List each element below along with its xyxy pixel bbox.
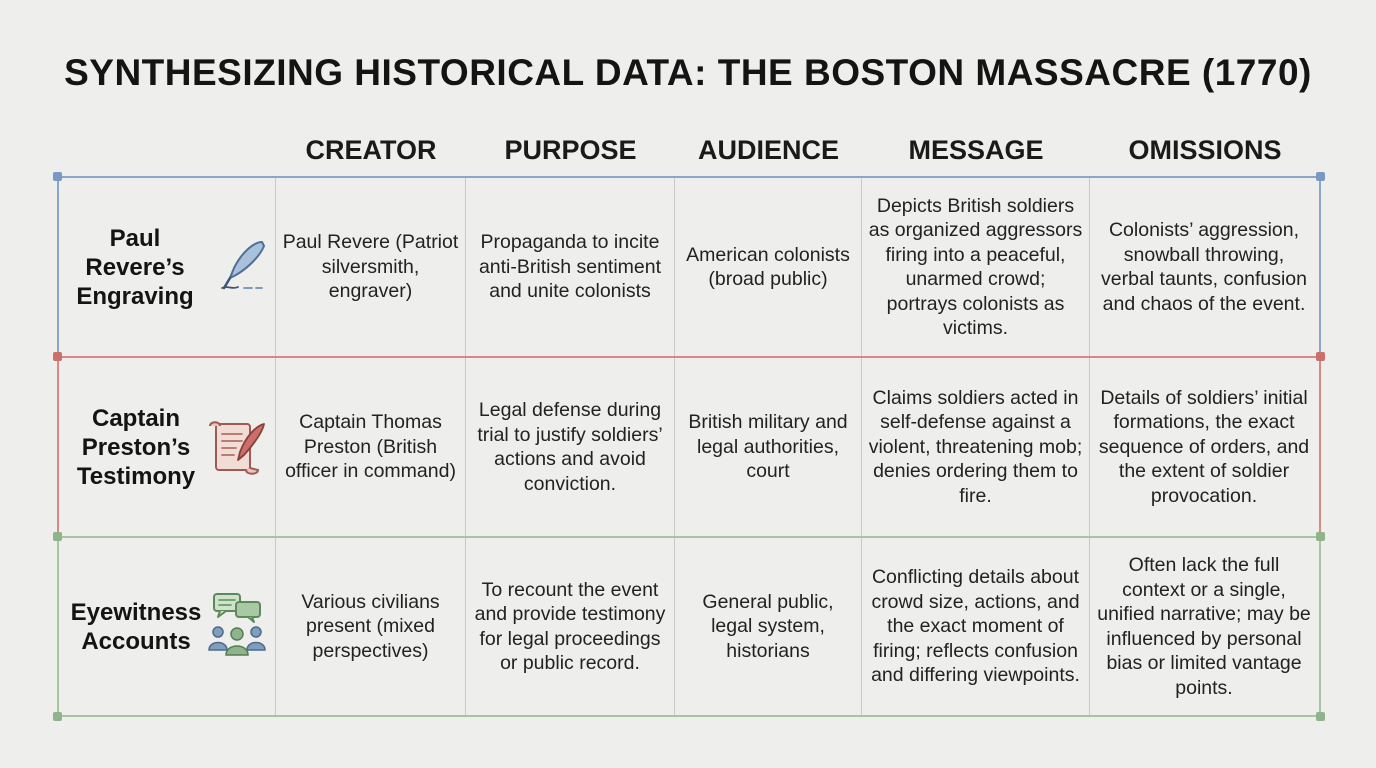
column-header-purpose: PURPOSE xyxy=(504,134,637,165)
scroll-quill-icon xyxy=(206,418,268,478)
column-header-message: MESSAGE xyxy=(908,134,1044,165)
cell-preston-creator: Captain Thomas Preston (British officer in command) xyxy=(285,411,456,483)
people-speech-bubbles-icon xyxy=(206,592,268,658)
cell-eyewitness-purpose: To recount the event and provide testimony for legal proceedings or public record. xyxy=(474,578,666,674)
cell-eyewitness-message: Conflicting details about crowd size, actions, and the exact moment of firing; reflects confusion and differing viewpoints. xyxy=(871,566,1080,687)
column-header-audience: AUDIENCE xyxy=(697,134,839,165)
cell-revere-audience: American colonists (broad public) xyxy=(686,243,850,290)
row-label-preston: Captain Preston’s Testimony xyxy=(76,404,196,490)
cell-eyewitness-audience: General public, legal system, historians xyxy=(702,590,834,662)
cell-eyewitness-omissions: Often lack the full context or a single, unified narrative; may be influenced by personal bias or limited vantage points. xyxy=(1097,554,1311,699)
cell-revere-creator: Paul Revere (Patriot silversmith, engraver) xyxy=(282,231,459,303)
cell-revere-purpose: Propaganda to incite anti-British sentiment and unite colonists xyxy=(478,231,662,303)
cell-revere-omissions: Colonists’ aggression, snowball throwing, verbal taunts, confusion and chaos of the event. xyxy=(1101,219,1307,315)
cell-preston-purpose: Legal defense during trial to justify soldiers’ actions and avoid conviction. xyxy=(477,399,663,495)
cell-preston-audience: British military and legal authorities, court xyxy=(688,411,848,483)
quill-pen-icon xyxy=(218,238,270,294)
cell-preston-message: Claims soldiers acted in self-defense against a violent, threatening mob; denies ordering them to fire. xyxy=(868,386,1083,507)
cell-eyewitness-creator: Various civilians present (mixed perspectives) xyxy=(301,590,440,662)
row-label-revere: Paul Revere’s Engraving xyxy=(76,224,194,310)
cell-revere-message: Depicts British soldiers as organized aggressors firing into a peaceful, unarmed crowd; portrays colonists as victims. xyxy=(868,194,1083,339)
cell-preston-omissions: Details of soldiers’ initial formations, the exact sequence of orders, and the extent of soldier provocation. xyxy=(1098,386,1310,507)
column-header-creator: CREATOR xyxy=(305,134,437,165)
page-title: SYNTHESIZING HISTORICAL DATA: THE BOSTON MASSACRE (1770) xyxy=(64,52,1312,93)
column-header-omissions: OMISSIONS xyxy=(1128,134,1282,165)
row-label-eyewitness: Eyewitness Accounts xyxy=(70,598,202,655)
